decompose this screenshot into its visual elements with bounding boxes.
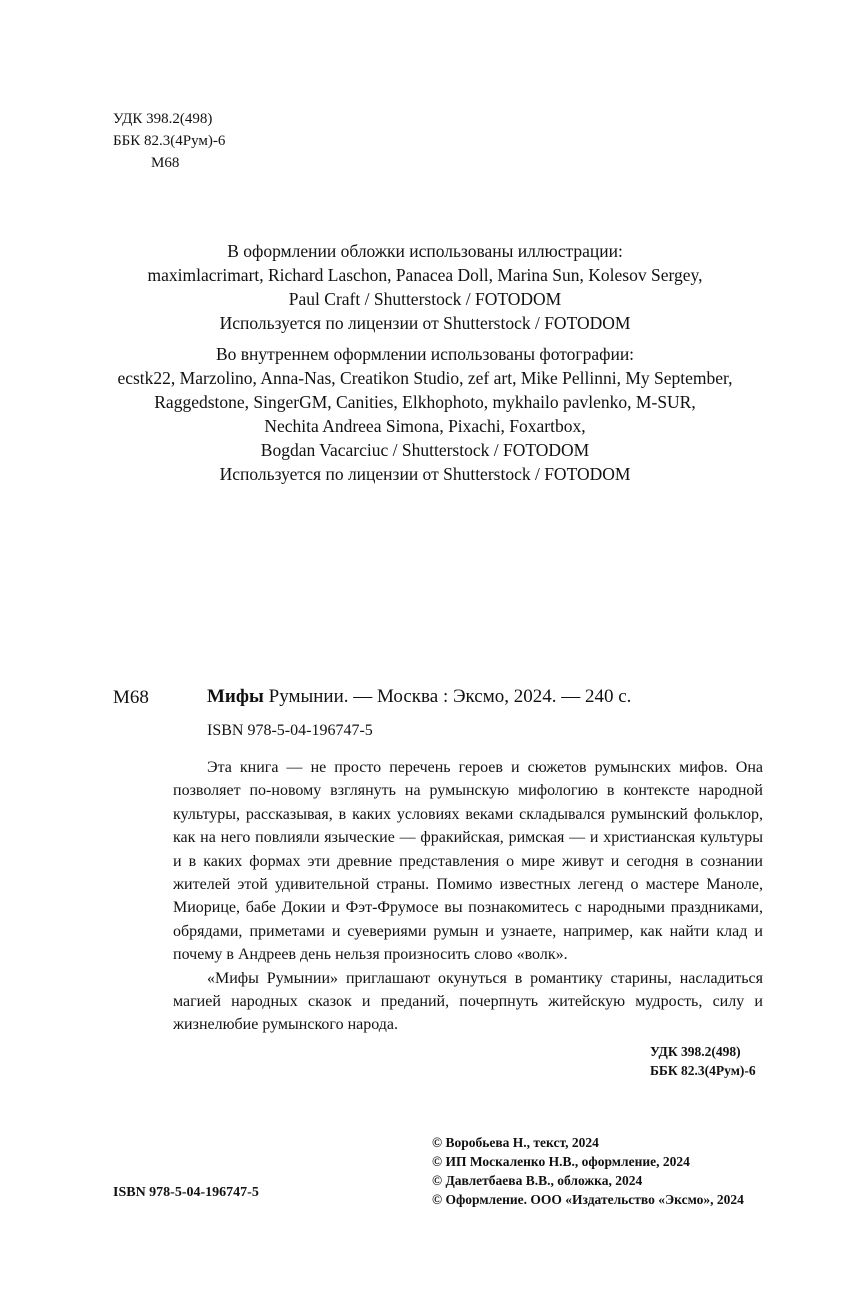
- bibliographic-title-line: [207, 686, 631, 708]
- copyright-line: © Воробьева Н., текст, 2024: [432, 1135, 599, 1150]
- credit-line: Bogdan Vacarciuc / Shutterstock / FOTODOM: [260, 440, 590, 460]
- credit-line: Raggedstone, SingerGM, Canities, Elkhophoto, mykhailo pavlenko, M-SUR,: [154, 392, 696, 412]
- top-classification-codes: [113, 108, 225, 174]
- publication-details: Румынии. — Москва : Эксмо, 2024. — 240 с.: [263, 686, 632, 707]
- bbk-code: ББК 82.3(4Рум)-6: [650, 1063, 756, 1078]
- credit-line: В оформлении обложки использованы иллюстрации:: [227, 241, 623, 261]
- credit-line: Используется по лицензии от Shutterstock / FOTODOM: [219, 464, 631, 484]
- udk-code: УДК 398.2(498): [113, 111, 213, 127]
- credit-line: Используется по лицензии от Shutterstock / FOTODOM: [219, 313, 631, 333]
- isbn-bottom: ISBN 978-5-04-196747-5: [113, 1185, 259, 1200]
- credit-line: Nechita Andreea Simona, Pixachi, Foxartbox,: [264, 416, 586, 436]
- copyright-notices: [432, 1133, 744, 1209]
- copyright-line: © Давлетбаева В.В., обложка, 2024: [432, 1173, 643, 1188]
- isbn-line: ISBN 978-5-04-196747-5: [207, 722, 373, 739]
- author-mark: М68: [151, 155, 180, 171]
- bibliographic-author-mark: М68: [113, 687, 149, 708]
- book-annotation: [173, 756, 763, 1037]
- bbk-code: ББК 82.3(4Рум)-6: [113, 133, 226, 149]
- credit-line: ecstk22, Marzolino, Anna-Nas, Creatikon Studio, zef art, Mike Pellinni, My September,: [117, 368, 733, 388]
- annotation-paragraph: Эта книга — не просто перечень героев и сюжетов румынских мифов. Она позволяет по-новому взглянуть на румынскую мифологию в контексте народной культуры, рассказывая, в каких условиях веками складывался румынский фольклор, как на него повлияли языческие — фракийская, римская — и христианская культуры и в каких формах эти древние представления о мире живут и сегодня в сознании жителей этой удивительной страны. Помимо известных легенд о мастере Маноле, Миорице, бабе Докии и Фэт-Фрумосе вы познакомитесь с народными праздниками, обрядами, приметами и суевериями румын и узнаете, например, как найти клад и почему в Андреев день нельзя произносить слово «волк».: [173, 759, 763, 964]
- interior-photo-credits: [100, 342, 750, 486]
- credit-line: Во внутреннем оформлении использованы фотографии:: [215, 344, 635, 364]
- copyright-line: © ИП Москаленко Н.В., оформление, 2024: [432, 1154, 690, 1169]
- annotation-paragraph: «Мифы Румынии» приглашают окунуться в романтику старины, насладиться магией народных сказок и преданий, почерпнуть житейскую мудрость, силу и жизнелюбие румынского народа.: [173, 969, 763, 1034]
- cover-illustration-credits: [100, 239, 750, 335]
- book-title: Мифы: [207, 686, 264, 707]
- credit-line: Paul Craft / Shutterstock / FOTODOM: [288, 289, 562, 309]
- udk-code: УДК 398.2(498): [650, 1044, 741, 1059]
- copyright-line: © Оформление. ООО «Издательство «Эксмо», 2024: [432, 1192, 744, 1207]
- bottom-classification-codes: [650, 1042, 756, 1080]
- credit-line: maximlacrimart, Richard Laschon, Panacea Doll, Marina Sun, Kolesov Sergey,: [147, 265, 703, 285]
